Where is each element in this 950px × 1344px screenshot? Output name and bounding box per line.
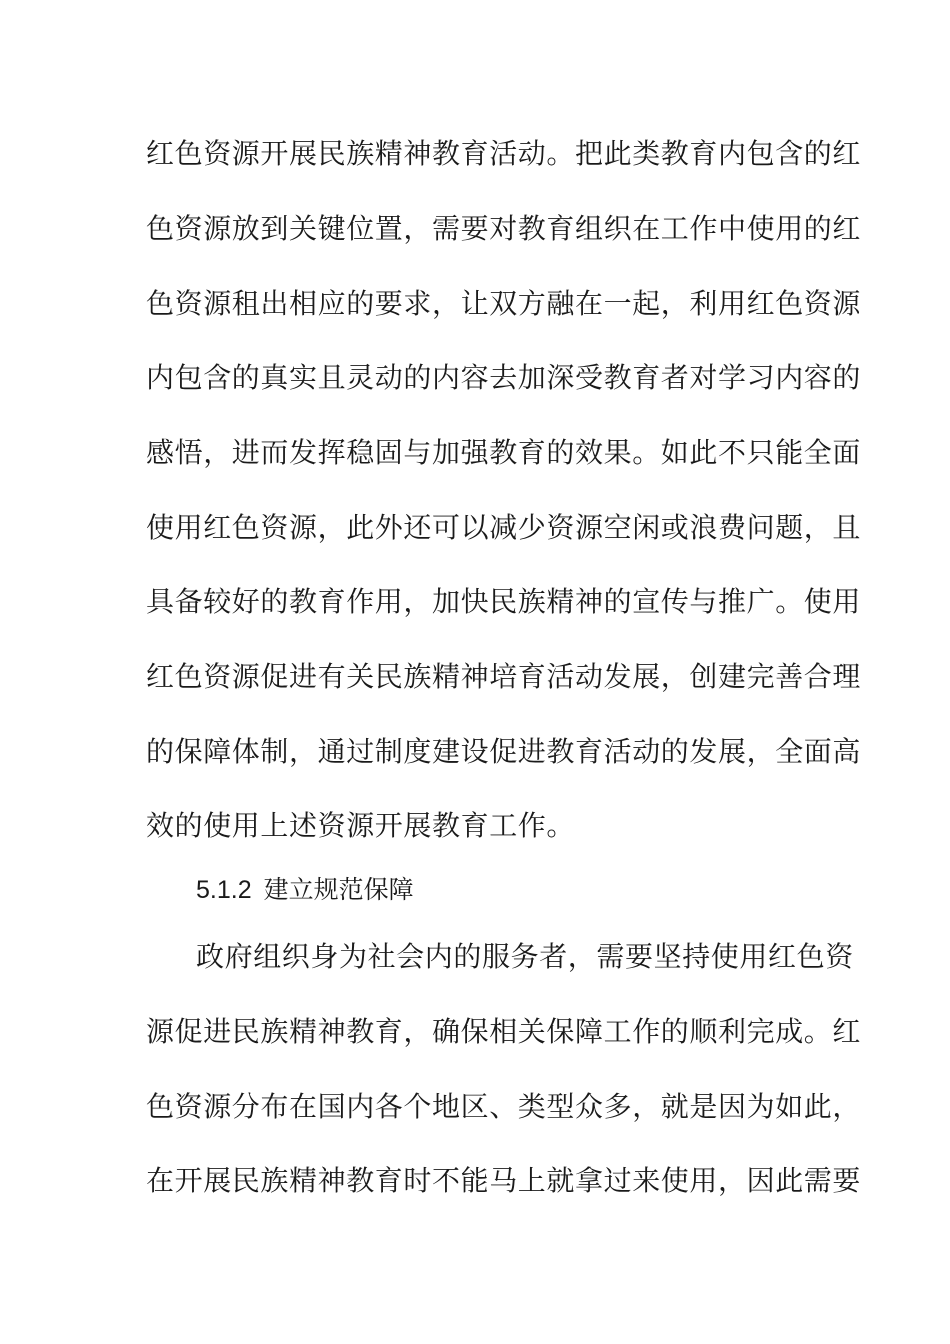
section-number: 5.1.2	[196, 876, 252, 904]
paragraph-line: 使用红色资源，此外还可以减少资源空闲或浪费问题，且	[146, 511, 862, 544]
paragraph-line: 具备较好的教育作用，加快民族精神的宣传与推广。使用	[146, 585, 862, 618]
paragraph-line: 源促进民族精神教育，确保相关保障工作的顺利完成。红	[146, 1015, 862, 1048]
paragraph-line: 政府组织身为社会内的服务者，需要坚持使用红色资	[196, 940, 854, 973]
paragraph-line: 在开展民族精神教育时不能马上就拿过来使用，因此需要	[146, 1164, 862, 1197]
paragraph-line: 红色资源开展民族精神教育活动。把此类教育内包含的红	[146, 137, 862, 170]
paragraph-line: 色资源租出相应的要求，让双方融在一起，利用红色资源	[146, 287, 862, 320]
paragraph-line: 内包含的真实且灵动的内容去加深受教育者对学习内容的	[146, 361, 862, 394]
paragraph-line: 的保障体制，通过制度建设促进教育活动的发展，全面高	[146, 735, 862, 768]
paragraph-line: 色资源放到关键位置，需要对教育组织在工作中使用的红	[146, 212, 862, 245]
section-heading	[196, 872, 414, 908]
paragraph-line: 效的使用上述资源开展教育工作。	[146, 809, 576, 842]
paragraph-line: 色资源分布在国内各个地区、类型众多，就是因为如此，	[146, 1090, 862, 1123]
section-title: 建立规范保障	[263, 875, 414, 904]
paragraph-line: 红色资源促进有关民族精神培育活动发展，创建完善合理	[146, 660, 862, 693]
paragraph-line: 感悟，进而发挥稳固与加强教育的效果。如此不只能全面	[146, 436, 862, 469]
